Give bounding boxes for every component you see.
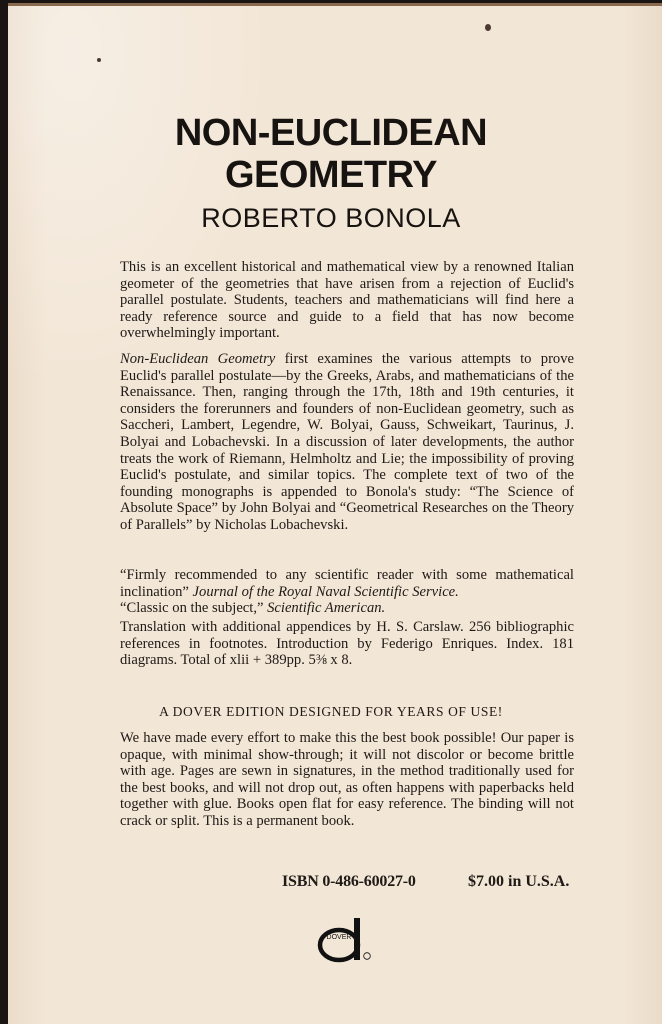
- price: $7.00 in U.S.A.: [468, 873, 570, 890]
- details-text: Translation with additional appendices by H. S. Carslaw. 256 bibliographic references in footnotes. Introduction by Federigo Enriques. Index. 181 diagrams. Total of xlii + 389pp. 5⅜ x 8.: [120, 619, 574, 669]
- review-quote-2: “Classic on the subject,”: [120, 600, 268, 617]
- author-name: ROBERTO BONOLA: [201, 203, 461, 233]
- dover-logo: [316, 918, 376, 964]
- description-text: first examines the various attempts to prove Euclid's parallel postulate—by the Greeks, Arabs, and mathematicians of the Renaissance. Then, ranging through the 17th, 18th and 19th centuries, it considers the forerunners and founders of non-Euclidean geometry, such as Saccheri, Lambert, Legendre, W. Bolyai, Gauss, Schweikart, Taurinus, J. Bolyai and Lobachevski. In a discussion of later developments, the author treats the work of Riemann, Helmholtz and Lie; the impossibility of proving Euclid's postulate, and similar topics. The complete text of two of the founding monographs is appended to Bonola's study: “The Science of Absolute Space” by John Bolyai and “Geometrical Researches on the Theory of Parallels” by Nicholas Lobachevski.: [120, 351, 574, 533]
- isbn: ISBN 0-486-60027-0: [282, 873, 416, 890]
- book-title-italic: Non-Euclidean Geometry: [120, 351, 276, 367]
- details-paragraph: [120, 619, 574, 669]
- title-line-1: NON-EUCLIDEAN: [174, 112, 488, 154]
- dover-note-paragraph: [120, 730, 574, 830]
- stain-spot: [485, 24, 491, 31]
- dover-d-logo-icon: [316, 918, 376, 964]
- review-source-2: Scientific American.: [267, 600, 386, 617]
- dover-note-text: We have made every effort to make this the best book possible! Our paper is opaque, with minimal show-through; it will not discolor or become brittle with age. Pages are sewn in signatures, in the method traditionally used for the best books, and will not drop out, as often happens with paperbacks held together with glue. Books open flat for easy reference. The binding will not crack or split. This is a permanent book.: [120, 730, 574, 829]
- reviews-paragraph: [120, 567, 574, 617]
- review-source-1: Journal of the Royal Naval Scientific Service.: [192, 583, 459, 600]
- description-paragraph-1: [120, 259, 574, 342]
- stain-spot: [97, 58, 101, 62]
- title-line-2: GEOMETRY: [224, 154, 438, 196]
- description-paragraph-2: [120, 351, 574, 534]
- review-quote-1: “Firmly recommended to any scientific reader with some mathematical inclination”: [120, 567, 574, 600]
- dover-note-heading: A DOVER EDITION DESIGNED FOR YEARS OF USE!: [159, 704, 503, 719]
- logo-text: DOVER: [326, 934, 352, 941]
- description-text: This is an excellent historical and mathematical view by a renowned Italian geometer of the geometries that have arisen from a rejection of Euclid's parallel postulate. Students, teachers and mathematicians will find here a ready reference source and guide to a field that has now become overwhelmingly important.: [120, 259, 574, 342]
